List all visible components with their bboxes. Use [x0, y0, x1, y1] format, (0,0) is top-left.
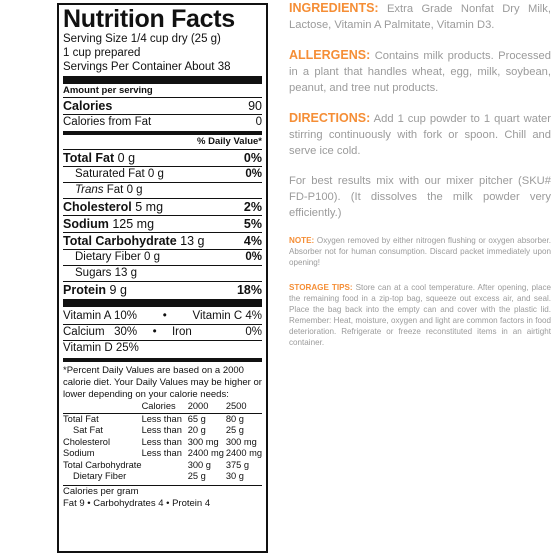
nutrient-row-dietary-fiber — [63, 249, 262, 265]
allergens-text: Contains milk products. Processed in a plant that handles wheat, egg, milk, soybean, peanut, and tree nut products. — [289, 50, 551, 94]
calories-per-gram: Calories per gram — [63, 485, 139, 497]
nutrient-amount: 9 g — [109, 283, 127, 297]
vitamin-value: 10% — [113, 310, 137, 322]
nutrient-name: Cholesterol — [63, 200, 132, 214]
nutrient-dv: 0% — [243, 151, 262, 165]
serving-size: Serving Size 1/4 cup dry (25 g) — [63, 33, 221, 45]
allergens-heading: ALLERGENS: — [289, 48, 371, 62]
note-text: Oxygen removed by either nitrogen flushing or oxygen absorber. Absorber not for human consumption. Discard packet immediately upon opening! — [289, 236, 551, 267]
nutrient-row-total-fat — [63, 149, 262, 166]
ingredients-paragraph — [289, 0, 551, 33]
separator-dot: • — [162, 310, 167, 322]
best-results-paragraph: For best results mix with our mixer pitcher (SKU# FD-P100). (It dissolves the milk powder very efficiently.) — [289, 175, 551, 219]
vitamin-value: 30% — [114, 326, 138, 338]
directions-text: Add 1 cup powder to 1 quart water stirring continuously with fork or spoon. Chill and serve ice cold. — [289, 113, 551, 157]
calories-fat-label: Calories from Fat — [63, 116, 152, 128]
nutrient-amount: 13 g — [180, 234, 205, 248]
nutrient-name: Protein — [63, 283, 107, 297]
calories-value: 90 — [248, 99, 262, 113]
nutrient-name: Sodium — [63, 217, 109, 231]
amount-per-serving: Amount per serving — [63, 85, 153, 96]
nutrient-row-sugars — [63, 265, 262, 281]
calories-fat-row — [63, 114, 262, 130]
divider — [63, 76, 262, 84]
vitamin-row — [63, 309, 262, 324]
nutrient-row-saturated-fat — [63, 166, 262, 182]
calories-row — [63, 97, 262, 114]
nutrient-amount: 0 g — [126, 184, 143, 196]
vitamin-row — [63, 325, 262, 340]
calories-per-gram-values: Fat 9 • Carbohydrates 4 • Protein 4 — [63, 497, 211, 509]
vitamin-name: Iron — [171, 326, 192, 338]
nutrient-name: Saturated Fat — [75, 168, 145, 180]
nutrient-dv: 5% — [243, 217, 262, 231]
nutrient-row-sodium — [63, 215, 262, 232]
divider — [63, 358, 262, 362]
footnote: *Percent Daily Values are based on a 2000 calorie diet. Your Daily Values may be higher or lower depending on your calorie needs: — [63, 365, 262, 400]
servings-per-container: Servings Per Container About 38 — [63, 61, 231, 73]
footnote-table-row: Sat Fat Less than 20 g 25 g — [73, 425, 244, 435]
storage-text: Store can at a cool temperature. After opening, place the remaining food in a zip-top bag, squeeze out excess air, and seal. Place the bag back into the empty can and cover with the plastic lid. Remember: Heat, moisture, oxygen and light are common factors in food deterioration. Refrigerate or freeze reconstituted items in an airtight container. — [289, 283, 551, 347]
vitamin-name: Vitamin A — [63, 310, 111, 322]
nutrient-name: Sugars — [75, 267, 112, 279]
directions-paragraph — [289, 110, 551, 159]
ingredients-heading: INGREDIENTS: — [289, 1, 379, 15]
nutrient-dv: 4% — [243, 234, 262, 248]
nutrient-name-suffix: Fat — [106, 184, 124, 196]
nutrient-dv: 2% — [243, 200, 262, 214]
footnote-table-row: Total Carbohydrate 300 g 375 g — [63, 459, 250, 470]
vitamin-name: Vitamin C — [192, 310, 243, 322]
nutrient-amount: 0 g — [147, 168, 164, 180]
footnote-table-row: Dietary Fiber 25 g 30 g — [73, 471, 244, 481]
nutrition-facts-label — [57, 3, 268, 553]
nutrient-amount: 0 g — [117, 151, 136, 165]
nutrient-dv: 0% — [245, 168, 262, 180]
nutrient-name: Trans — [75, 184, 104, 196]
product-info-panel — [289, 0, 551, 362]
footnote-table-row: Total Fat Less than 65 g 80 g — [63, 413, 262, 425]
separator-dot: • — [152, 326, 157, 338]
allergens-paragraph — [289, 47, 551, 96]
nutrient-amount: 125 mg — [112, 217, 155, 231]
directions-heading: DIRECTIONS: — [289, 111, 371, 125]
calories-fat-value: 0 — [255, 116, 262, 128]
vitamin-value: 0% — [245, 326, 262, 338]
nutrient-amount: 0 g — [144, 251, 161, 263]
nutrient-amount: 13 g — [114, 267, 138, 279]
vitamin-name: Vitamin D — [63, 342, 113, 354]
note-heading: NOTE: — [289, 236, 315, 245]
vitamin-name: Calcium — [63, 326, 105, 338]
vitamin-value: 25% — [115, 342, 139, 354]
storage-heading: STORAGE TIPS: — [289, 283, 353, 292]
nutrient-row-protein — [63, 281, 262, 298]
nutrient-name: Dietary Fiber — [75, 251, 141, 263]
footnote-table — [63, 401, 262, 483]
nutrient-name: Total Fat — [63, 151, 115, 165]
nutrient-dv: 0% — [245, 251, 262, 263]
footnote-table-row: Sodium Less than 2400 mg 2400 mg — [63, 448, 262, 458]
vitamin-value: 4% — [245, 310, 262, 322]
storage-tips-paragraph — [289, 282, 551, 348]
daily-value-header: % Daily Value* — [197, 136, 262, 147]
nutrient-row-cholesterol — [63, 198, 262, 215]
divider — [63, 299, 262, 307]
calories-label: Calories — [63, 99, 113, 113]
ingredients-text: Extra Grade Nonfat Dry Milk, Lactose, Vitamin A Palmitate, Vitamin D3. — [289, 3, 551, 31]
label-title: Nutrition Facts — [63, 5, 235, 33]
nutrient-dv: 18% — [236, 283, 262, 297]
nutrient-row-trans-fat — [63, 182, 262, 198]
footnote-table-header: Calories 2000 2500 — [141, 401, 247, 411]
vitamin-row — [63, 341, 262, 356]
note-paragraph — [289, 235, 551, 268]
footnote-table-row: Cholesterol Less than 300 mg 300 mg — [63, 436, 257, 447]
nutrient-row-total-carbohydrate — [63, 232, 262, 249]
nutrient-name: Total Carbohydrate — [63, 234, 177, 248]
nutrient-amount: 5 mg — [135, 200, 164, 214]
prepared-amount: 1 cup prepared — [63, 47, 141, 59]
